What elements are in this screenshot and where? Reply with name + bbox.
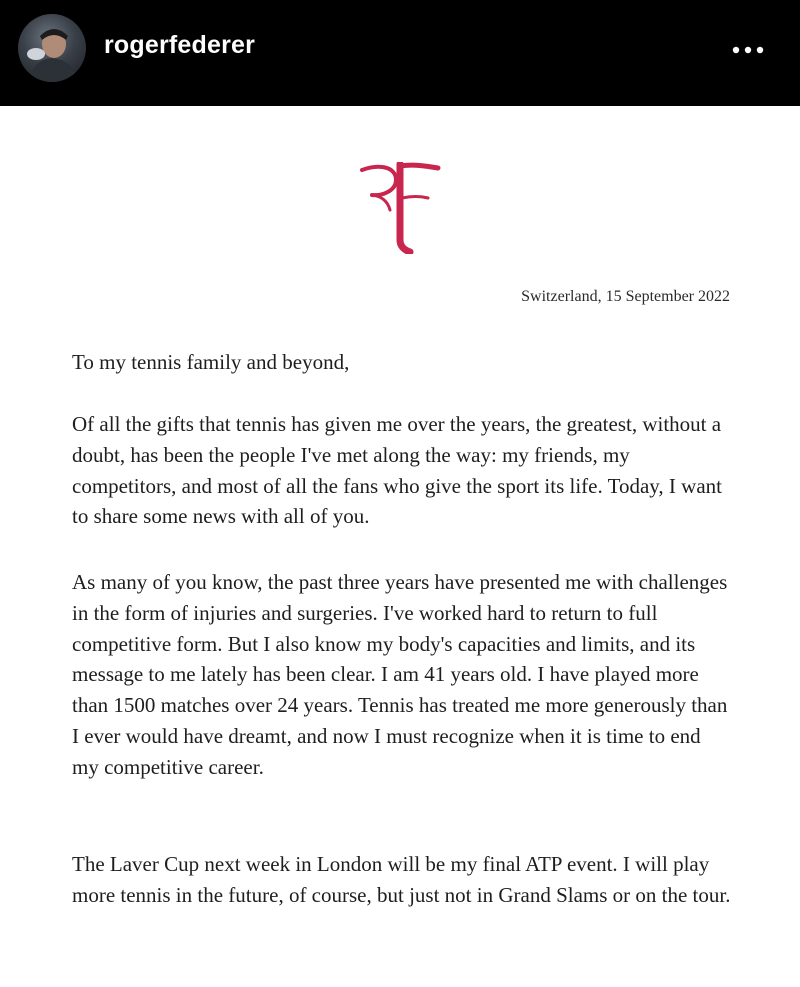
letter-image	[0, 106, 800, 987]
post-header	[0, 0, 800, 106]
profile-photo-icon	[18, 14, 86, 82]
avatar[interactable]	[18, 14, 86, 82]
paragraph-2: As many of you know, the past three years have presented me with challenges in the form of injuries and surgeries. I've worked hard to return to full competitive form. But I also know my body's capacities and limits, and its message to me lately has been clear. I am 41 years old. I have played more than 1500 matches over 24 years. Tennis has treated me more generously than I ever would have dreamt, and now I must recognize when it is time to end my competitive career.	[72, 570, 728, 779]
username[interactable]: rogerfederer	[104, 31, 256, 59]
more-options-icon[interactable]	[732, 46, 764, 54]
paragraph-3: The Laver Cup next week in London will be my final ATP event. I will play more tennis in the future, of course, but just not in Grand Slams or on the tour.	[72, 852, 731, 907]
rf-logo-icon	[356, 162, 446, 254]
paragraph-1: Of all the gifts that tennis has given me over the years, the greatest, without a doubt, has been the people I've met along the way: my friends, my competitors, and most of all the fans who give the sport its life. Today, I want to share some news with all of you.	[72, 412, 722, 529]
greeting: To my tennis family and beyond,	[72, 350, 350, 374]
date-line: Switzerland, 15 September 2022	[521, 288, 730, 305]
